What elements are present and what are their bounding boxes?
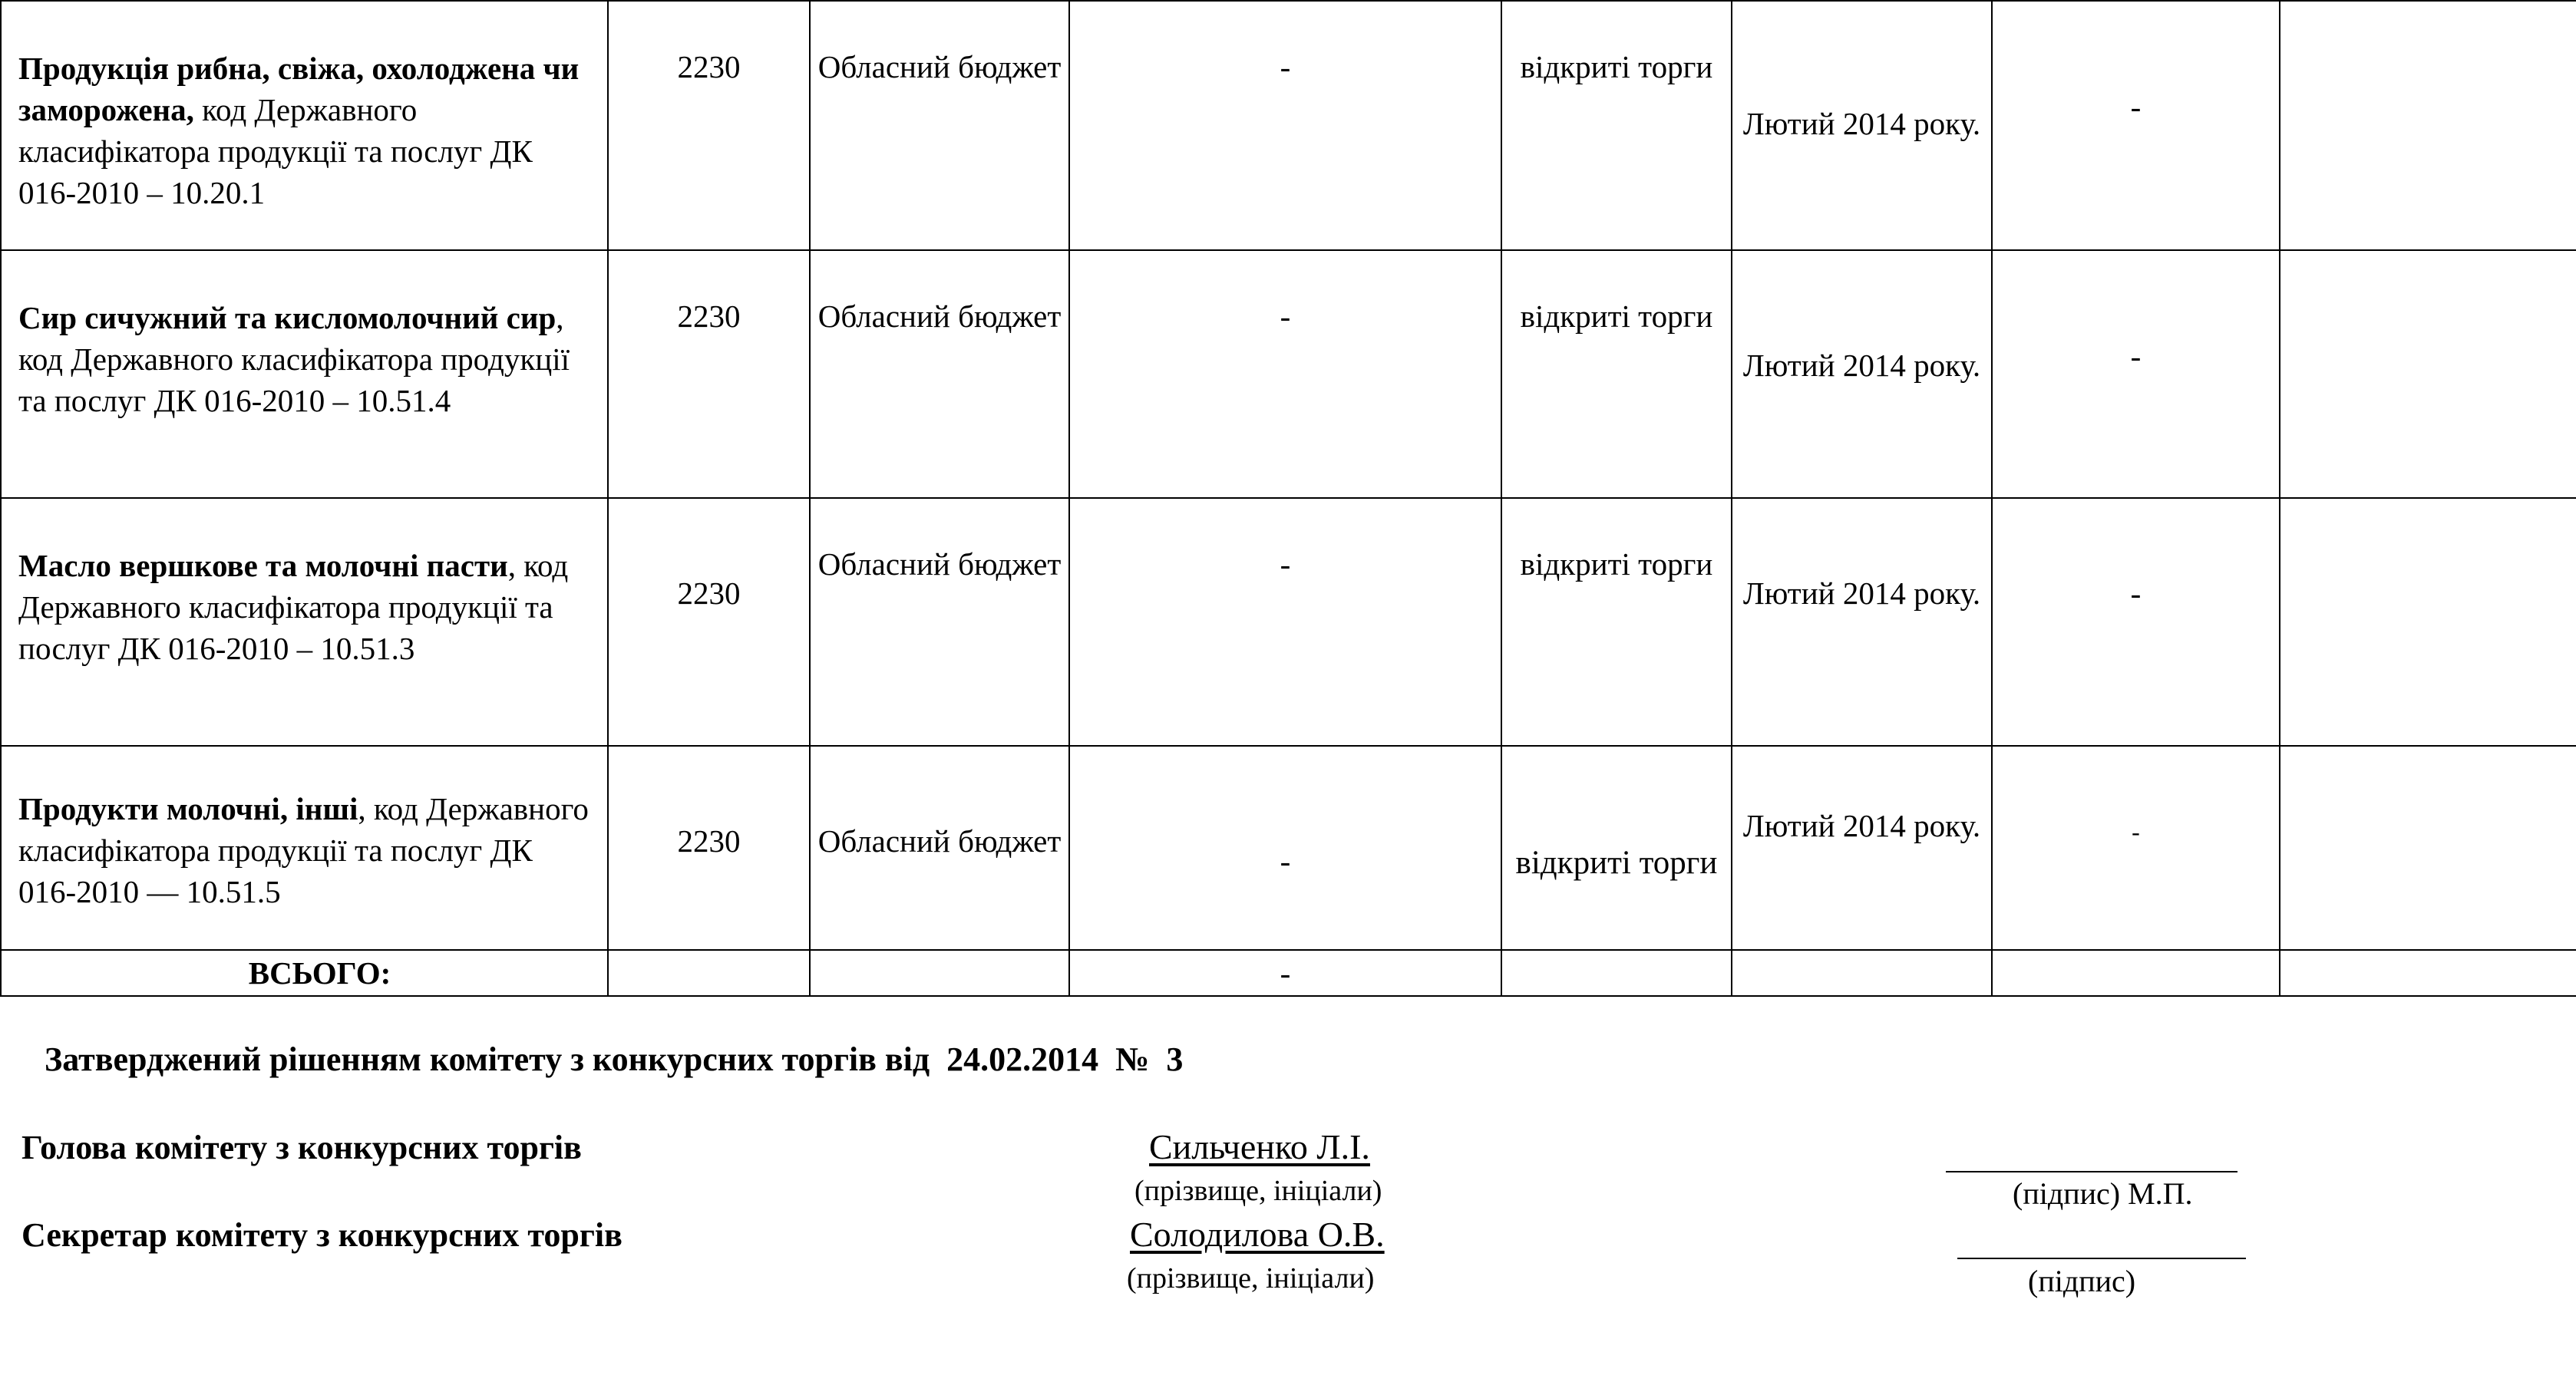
item-name-bold: Продукти молочні, інші [18, 791, 358, 826]
kekv-cell: 2230 [608, 250, 810, 498]
budget-cell: Обласний бюджет [810, 498, 1069, 746]
budget-cell: Обласний бюджет [810, 1, 1069, 250]
procedure-cell: відкриті торги [1501, 498, 1732, 746]
total-empty-cell [1732, 950, 1992, 996]
item-name-cell [1, 746, 608, 950]
table-row [1, 250, 2576, 498]
note-cell [2280, 1, 2576, 250]
date-cell: Лютий 2014 року. [1732, 746, 1992, 950]
approval-statement: Затверджений рішенням комітету з конкурсних торгів від 24.02.2014 № 3 [45, 1040, 1184, 1078]
total-empty-cell [1501, 950, 1732, 996]
budget-cell: Обласний бюджет [810, 746, 1069, 950]
total-empty-cell [1992, 950, 2280, 996]
item-name-cell [1, 498, 608, 746]
chair-name: Сильченко Л.І. [1149, 1127, 1370, 1166]
contact-cell: - [1992, 1, 2280, 250]
item-name-code: , код Державного класифікатора продукції та послуг ДК 016-2010 – 10.51.3 [18, 548, 569, 666]
total-empty-cell [2280, 950, 2576, 996]
contact-cell: - [1992, 250, 2280, 498]
item-name-cell [1, 1, 608, 250]
budget-cell: Обласний бюджет [810, 250, 1069, 498]
secretary-name-hint: (прізвище, ініціали) [1127, 1262, 1375, 1294]
total-empty-cell [810, 950, 1069, 996]
date-cell: Лютий 2014 року. [1732, 498, 1992, 746]
kekv-cell: 2230 [608, 1, 810, 250]
item-name-bold: Продукція рибна, свіжа, охолоджена чи заморожена, [18, 51, 580, 127]
table-row [1, 1, 2576, 250]
chair-label: Голова комітету з конкурсних торгів [21, 1129, 582, 1166]
contact-cell: - [1992, 498, 2280, 746]
chair-signature-line [1946, 1171, 2237, 1172]
item-name-code: , код Державного класифікатора продукції та послуг ДК 016-2010 — 10.51.5 [18, 791, 589, 909]
note-cell [2280, 498, 2576, 746]
date-cell: Лютий 2014 року. [1732, 250, 1992, 498]
chair-signature-caption: (підпис) М.П. [2013, 1176, 2193, 1211]
total-empty-cell [608, 950, 810, 996]
secretary-signature-line [1957, 1258, 2246, 1259]
procedure-cell: відкриті торги [1501, 746, 1732, 950]
item-name-cell [1, 250, 608, 498]
secretary-signature-caption: (підпис) [2028, 1264, 2136, 1298]
procedure-cell: відкриті торги [1501, 250, 1732, 498]
secretary-name: Солодилова О.В. [1130, 1215, 1385, 1254]
item-name-bold: Масло вершкове та молочні пасти [18, 548, 508, 583]
table-row [1, 746, 2576, 950]
secretary-label: Секретар комітету з конкурсних торгів [21, 1216, 623, 1254]
procedure-cell: відкриті торги [1501, 1, 1732, 250]
date-cell: Лютий 2014 року. [1732, 1, 1992, 250]
chair-name-hint: (прізвище, ініціали) [1134, 1175, 1382, 1207]
kekv-cell: 2230 [608, 498, 810, 746]
kekv-cell: 2230 [608, 746, 810, 950]
item-name-bold: Сир сичужний та кисломолочний сир [18, 300, 556, 335]
contact-cell: - [1992, 746, 2280, 950]
table-row [1, 498, 2576, 746]
total-row [1, 950, 2576, 996]
amount-cell: - [1069, 746, 1501, 950]
note-cell [2280, 746, 2576, 950]
amount-cell: - [1069, 1, 1501, 250]
note-cell [2280, 250, 2576, 498]
total-amount: - [1069, 950, 1501, 996]
item-name-code: код Державного класифікатора продукції та послуг ДК 016-2010 – 10.20.1 [18, 92, 533, 210]
amount-cell: - [1069, 498, 1501, 746]
total-label: ВСЬОГО: [1, 950, 608, 996]
item-name-code: , код Державного класифікатора продукції та послуг ДК 016-2010 – 10.51.4 [18, 300, 570, 418]
amount-cell: - [1069, 250, 1501, 498]
